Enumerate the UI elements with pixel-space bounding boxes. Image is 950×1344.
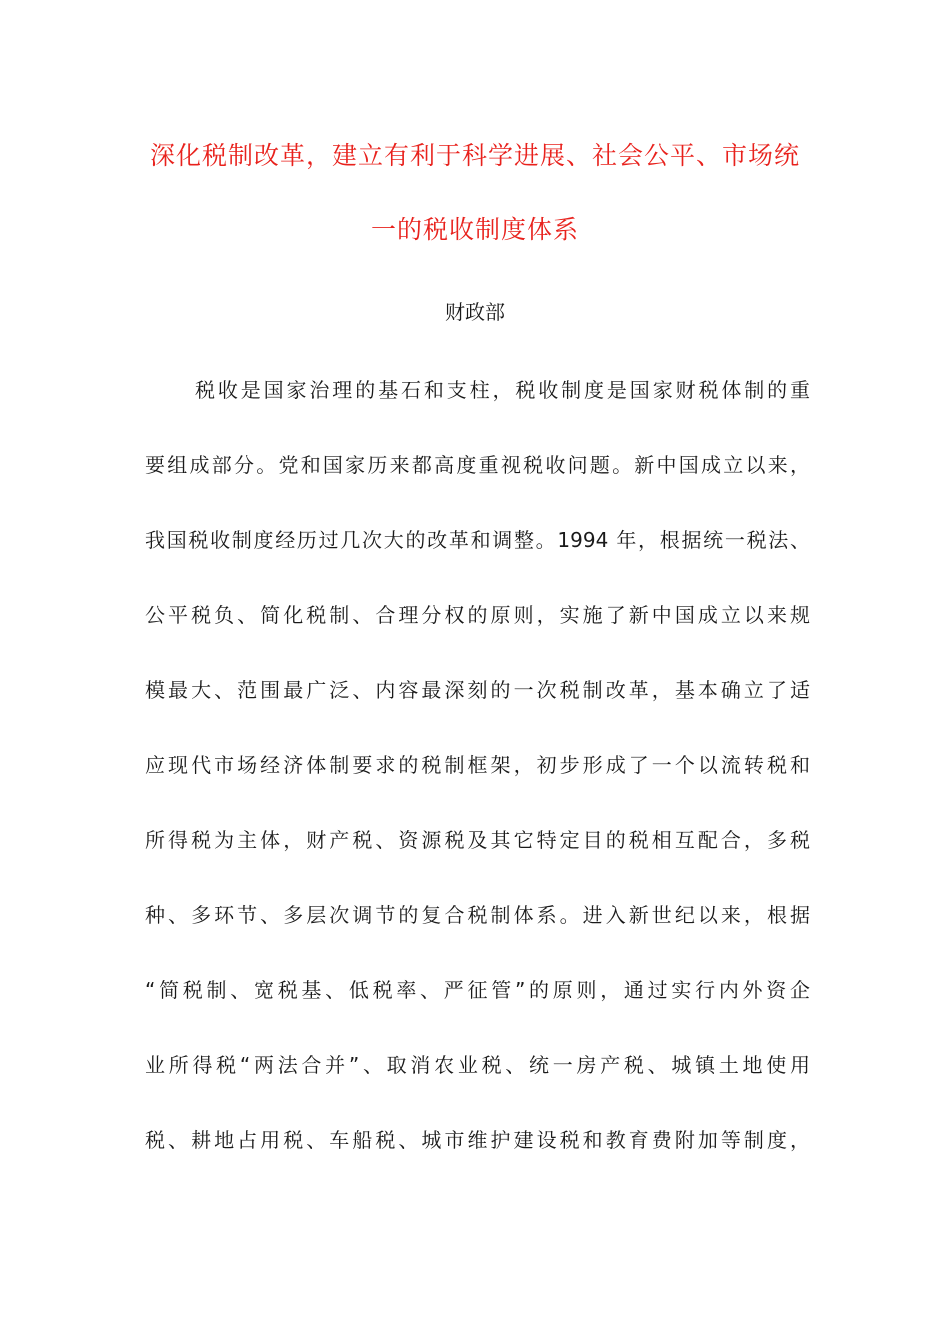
document-title-line-1: 深化税制改革，建立有利于科学进展、社会公平、市场统 bbox=[149, 141, 800, 170]
paragraph-line-11: 税、耕地占用税、车船税、城市维护建设税和教育费附加等制度， bbox=[145, 1128, 810, 1152]
paragraph-line-1: 税收是国家治理的基石和支柱，税收制度是国家财税体制的重 bbox=[195, 378, 810, 402]
document-title-line-2: 一的税收制度体系 bbox=[370, 215, 579, 244]
paragraph-line-10: 业所得税“两法合并”、取消农业税、统一房产税、城镇土地使用 bbox=[145, 1053, 810, 1077]
paragraph-line-4: 公平税负、简化税制、合理分权的原则，实施了新中国成立以来规 bbox=[145, 603, 810, 627]
document-author: 财政部 bbox=[445, 300, 505, 324]
paragraph-line-8: 种、多环节、多层次调节的复合税制体系。进入新世纪以来，根据 bbox=[145, 903, 810, 927]
paragraph-line-2: 要组成部分。党和国家历来都高度重视税收问题。新中国成立以来， bbox=[145, 453, 810, 477]
paragraph-line-7: 所得税为主体，财产税、资源税及其它特定目的税相互配合，多税 bbox=[145, 828, 810, 852]
paragraph-line-9: “简税制、宽税基、低税率、严征管”的原则，通过实行内外资企 bbox=[145, 978, 810, 1002]
paragraph-line-3: 我国税收制度经历过几次大的改革和调整。1994 年，根据统一税法、 bbox=[145, 528, 810, 552]
paragraph-line-6: 应现代市场经济体制要求的税制框架，初步形成了一个以流转税和 bbox=[145, 753, 810, 777]
paragraph-line-5: 模最大、范围最广泛、内容最深刻的一次税制改革，基本确立了适 bbox=[145, 678, 810, 702]
